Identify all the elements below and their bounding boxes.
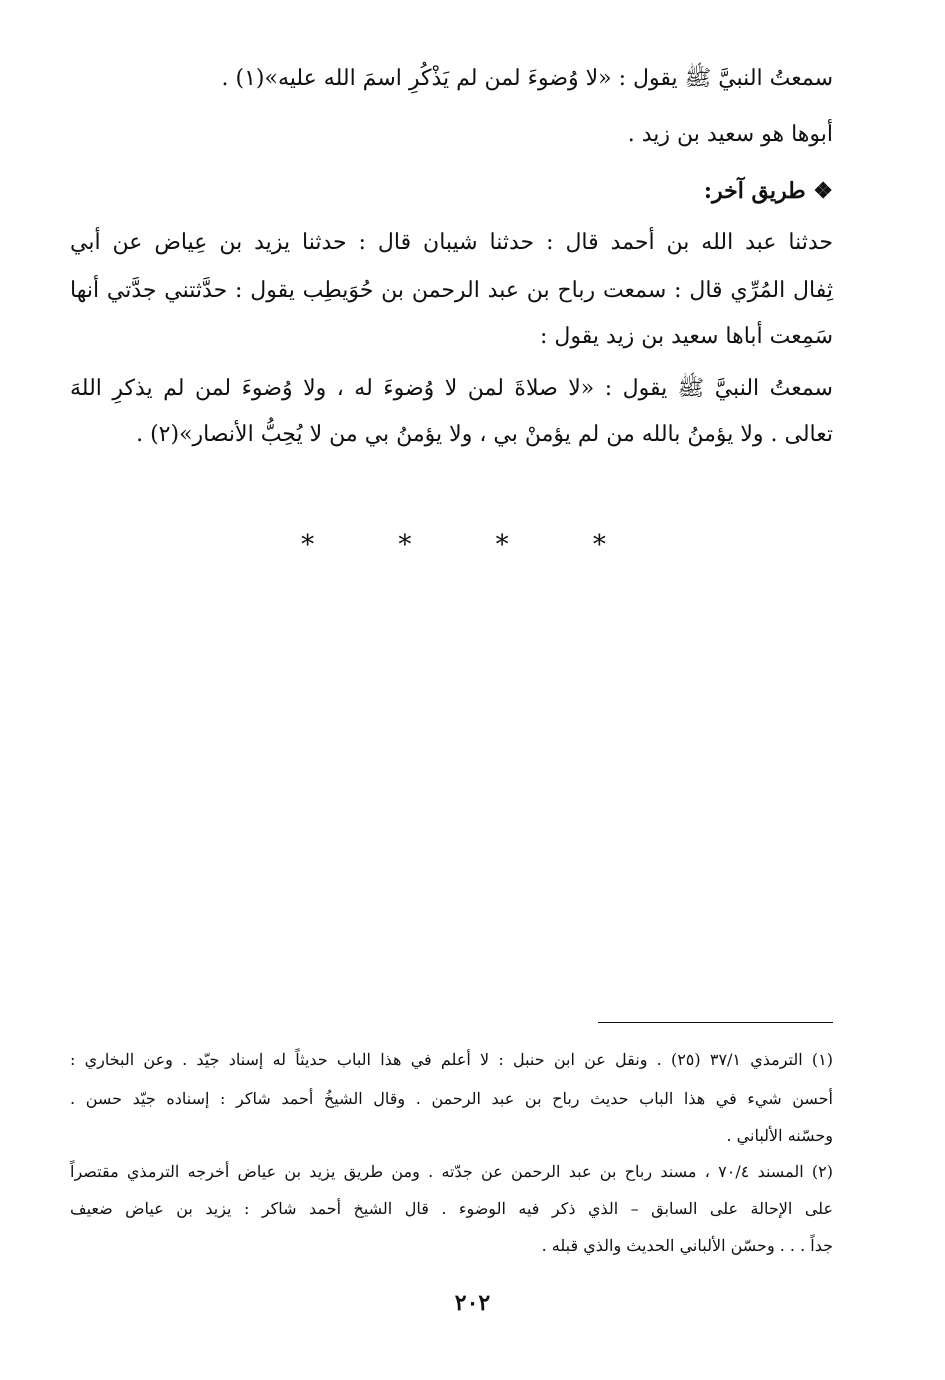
body-line-2: أبوها هو سعيد بن زيد .: [627, 122, 833, 147]
footnote-rule: [598, 1022, 833, 1023]
footnote-line-1: (١) الترمذي ٣٧/١ (٢٥) . ونقل عن ابن حنبل : لا أعلم في هذا الباب حديثاً له إسناد جيّد . وعن البخاري :: [70, 1050, 833, 1069]
body-line-7: سمعتُ النبيَّ ﷺ يقول : «لا صلاةَ لمن لا وُضوءَ له ، ولا وُضوءَ لمن لم يذكرِ اللهَ: [70, 376, 833, 401]
footnote-line-6: جداً . . . وحسّن الألباني الحديث والذي قبله .: [541, 1236, 833, 1255]
page-number: ٢٠٢: [454, 1290, 491, 1316]
body-line-6: سَمِعت أباها سعيد بن زيد يقول :: [540, 324, 833, 349]
section-separator: * * * *: [301, 530, 644, 560]
body-line-8: تعالى . ولا يؤمنُ بالله من لم يؤمنْ بي ، ولا يؤمنُ بي من لا يُحِبُّ الأنصار»(٢) .: [136, 422, 833, 447]
footnote-line-3: وحسّنه الألباني .: [726, 1126, 833, 1145]
footnote-line-4: (٢) المسند ٧٠/٤ ، مسند رباح بن عبد الرحمن عن جدّته . ومن طريق يزيد بن عياض أخرجه الترمذي مقتصراً: [70, 1162, 834, 1181]
footnote-line-2: أحسن شيء في هذا الباب حديث رباح بن عبد الرحمن . وقال الشيخُ أحمد شاكر : إسناده جيّد حسن .: [70, 1089, 834, 1108]
body-line-5: ثِفال المُرِّي قال : سمعت رباح بن عبد الرحمن بن حُوَيطِب يقول : حدَّثتني جدَّتي أنها: [70, 278, 833, 303]
footnote-line-5: على الإحالة على السابق – الذي ذكر فيه الوضوء . قال الشيخ أحمد شاكر : يزيد بن عياض ضعيف: [70, 1199, 833, 1218]
body-line-1: سمعتُ النبيَّ ﷺ يقول : «لا وُضوءَ لمن لم يَذْكُرِ اسمَ الله عليه»(١) .: [221, 66, 833, 91]
section-heading: ❖ طريق آخر:: [703, 178, 833, 204]
body-line-4: حدثنا عبد الله بن أحمد قال : حدثنا شيبان قال : حدثنا يزيد بن عِياض عن أبي: [70, 230, 833, 255]
